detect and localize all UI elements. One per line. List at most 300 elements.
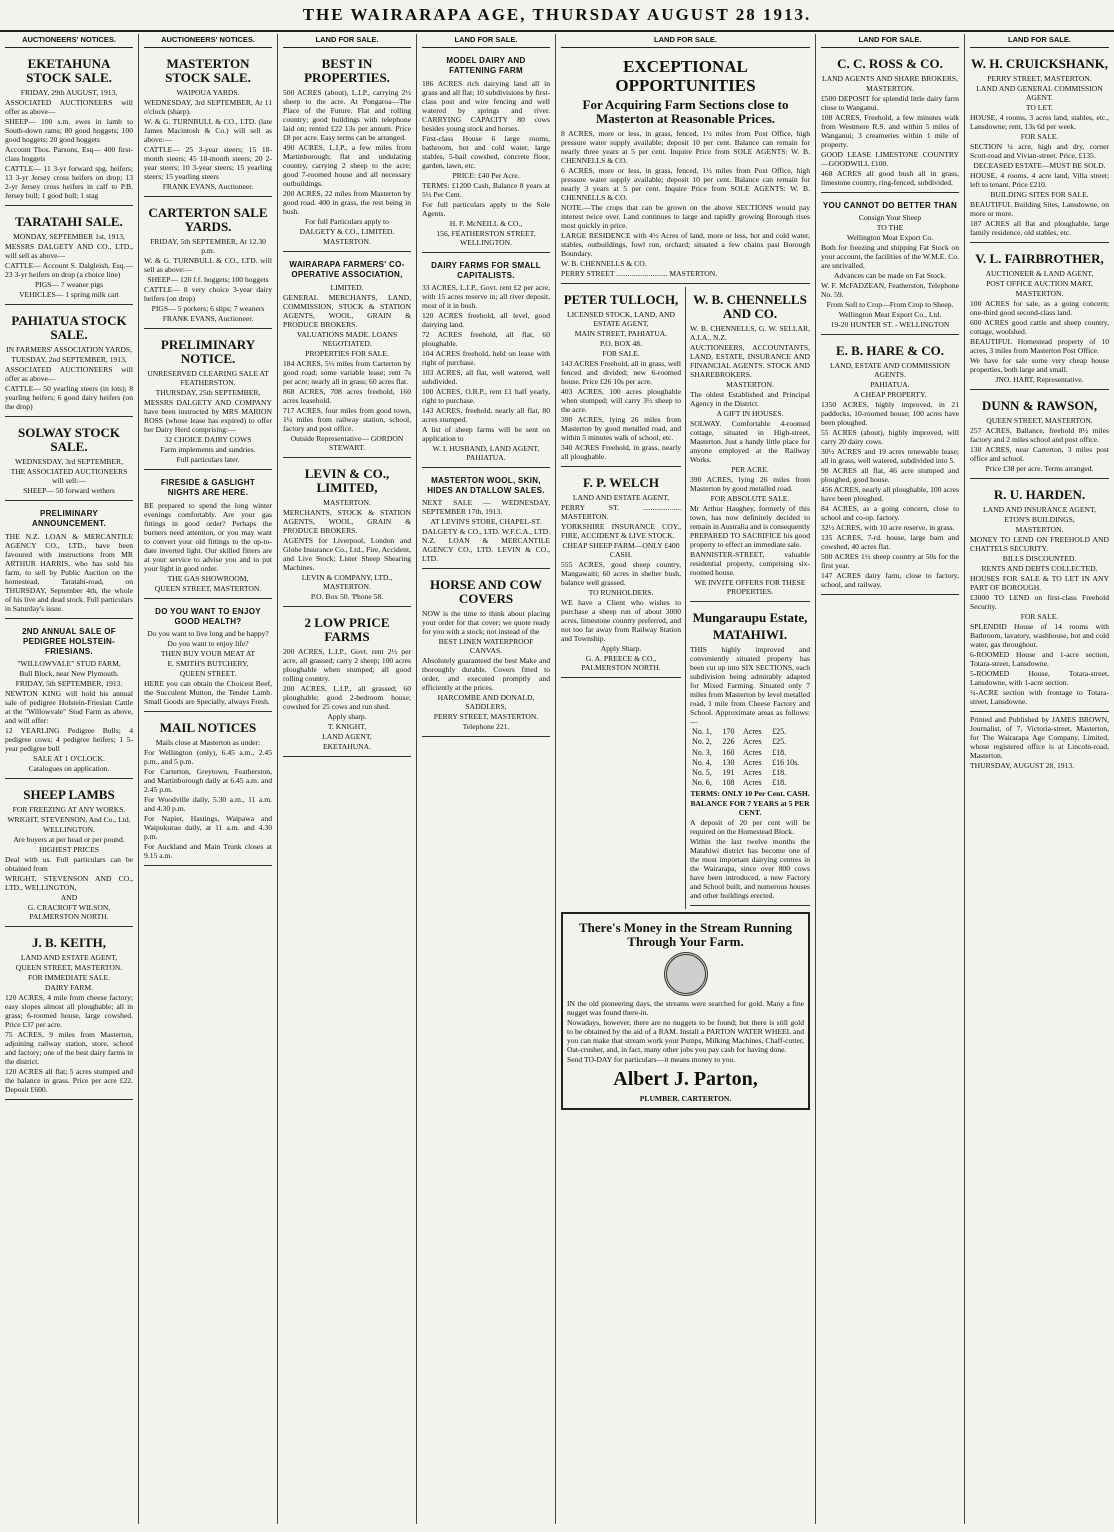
ad-line: WRIGHT, STEVENSON AND CO., LTD., WELLINGTON,: [5, 874, 133, 893]
advertisement: [970, 51, 1109, 243]
estate-terms-line: BALANCE FOR 7 YEARS at 5 PER CENT.: [690, 799, 810, 818]
ad-line: Farm implements and sundries.: [160, 445, 256, 455]
ad-title: TARATAHI SALE.: [15, 214, 123, 230]
ad-line: 147 ACRES dairy farm, close to factory, school, and railway.: [821, 571, 959, 590]
advertisement: [5, 209, 133, 305]
ad-line: For Napier, Hastings, Waipawa and Waipukurau daily, at 11 a.m. and 4.30 p.m.: [144, 814, 272, 842]
ad-title: MASTERTON STOCK SALE.: [165, 56, 251, 86]
ad-line: FRIDAY, 5th SEPTEMBER, 1913.: [15, 679, 123, 689]
lots-cell: No. 5,: [692, 768, 712, 778]
parton-ad: [561, 912, 810, 1110]
advertisement: [144, 332, 272, 470]
ad-line: CATTLE— 50 yearling steers (in lots); 8 yearling heifers; 6 good dairy heifers (on the drop): [5, 384, 133, 412]
ad-line: HIGHEST PRICES: [39, 845, 99, 855]
ad-line: T. KNIGHT,: [327, 721, 367, 731]
advertisement: [5, 420, 133, 501]
ad-line: WE have a Client who wishes to purchase a sheep run of about 3000 acres, limestone country preferred, and not too far away from Railway Station and Township.: [561, 598, 681, 644]
ad-line: PROPERTIES FOR SALE.: [305, 348, 389, 358]
lots-cell: £18.: [772, 747, 787, 757]
exceptional-opportunities-ad: [561, 51, 810, 284]
banner-title: EXCEPTIONAL OPPORTUNITIES: [615, 57, 756, 96]
ad-line: VALUATIONS MADE. LOANS NEGOTIATED.: [296, 329, 398, 348]
advertisement: [561, 470, 681, 678]
lots-row: [690, 748, 810, 758]
ad-line: Mails close at Masterton as under:: [155, 738, 261, 748]
ad-line: First-class House 6 large rooms, bathroom, hot and cold water, large stables, 5-bail cowshed, concrete floor, garden, lawn, etc.: [422, 133, 550, 170]
ad-line: QUEEN STREET, MASTERTON.: [986, 416, 1093, 426]
ad-line: WELLINGTON.: [43, 825, 95, 835]
advertisement: [283, 255, 411, 457]
ad-title: FIRESIDE & GASLIGHT NIGHTS ARE HERE.: [160, 478, 256, 498]
ad-line: WE INVITE OFFERS FOR THESE PROPERTIES.: [694, 578, 806, 597]
ad-line: For Carterton, Greytown, Featherston, and Martinborough daily at 6.45 a.m. and 2.45 p.m.: [144, 767, 272, 795]
column-7: [816, 34, 965, 1524]
ad-title: V. L. FAIRBROTHER,: [975, 251, 1104, 267]
column-header: AUCTIONEERS' NOTICES.: [5, 34, 133, 48]
column-2: [139, 34, 278, 1524]
ad-line: AUCTIONEER & LAND AGENT,: [985, 269, 1094, 279]
lots-cell: 170: [722, 727, 735, 737]
ad-line: 84 ACRES, as a going concern, close to school and co-op. factory.: [821, 504, 959, 523]
ad-title: PRELIMINARY ANNOUNCEMENT.: [31, 509, 107, 529]
ad-line: 490 ACRES, L.I.P., a few miles from Martinborough; flat and undulating country, carrying 2 sheep to the acre; good 7-roomed house and all necessary outbuildings.: [283, 143, 411, 189]
lots-cell: Acres: [743, 737, 762, 747]
lots-cell: £18.: [772, 778, 787, 788]
ad-line: A list of sheep farms will be sent on application to: [422, 425, 550, 444]
ad-line: 500 ACRES 1½ sheep country at 50s for the first year.: [821, 552, 959, 571]
ad-line: HERE you can obtain the Choicest Beef, the Succulent Mutton, the Tender Lamb. Small Goods are Specially, always Fresh.: [144, 679, 272, 707]
ad-title: MAIL NOTICES: [159, 720, 257, 736]
ad-line: 717 ACRES, four miles from good town, 1¼ miles from railway station, school, factory and post office.: [283, 405, 411, 433]
ad-title: W. B. CHENNELLS AND CO.: [693, 292, 807, 322]
ad-title: YOU CANNOT DO BETTER THAN: [822, 201, 958, 211]
ad-line: 120 ACRES, 4 mile from cheese factory; easy slopes almost all ploughable; all in grass; 6-roomed house, large cowshed. Price £37 per acre.: [5, 993, 133, 1030]
ad-line: AGENTS for Liverpool, London and Globe Insurance Co., Ltd., Fire, Accident, and Live Stock; Lister Sheep Shearing Machines.: [283, 535, 411, 572]
ad-line: FOR IMMEDIATE SALE.: [27, 973, 111, 983]
column-header: LAND FOR SALE.: [422, 34, 550, 48]
ad-line: PER ACRE.: [731, 465, 769, 475]
column-header: LAND FOR SALE.: [283, 34, 411, 48]
advertisement: [5, 504, 133, 618]
ad-line: FOR SALE.: [602, 349, 640, 359]
lots-cell: No. 3,: [692, 747, 712, 757]
lots-cell: Acres: [743, 727, 762, 737]
ad-line: THE GAS SHOWROOM,: [167, 573, 249, 583]
ad-line: For full particulars apply to the Sole Agents.: [422, 199, 550, 218]
ad-line: Are buyers at per head or per pound.: [13, 835, 125, 845]
ad-line: W. & G. TURNBULL & CO., LTD. will sell as above:—: [144, 256, 272, 275]
ad-line: Bull Block, near New Plymouth.: [19, 669, 119, 679]
lots-cell: £25.: [772, 737, 787, 747]
ad-line: Do you want to enjoy life?: [167, 639, 249, 649]
ad-line: 32½ ACRES, with 10 acre reserve, in grass.: [821, 523, 955, 533]
ad-line: NEXT SALE — WEDNESDAY, SEPTEMBER 17th, 1913.: [422, 498, 550, 517]
ad-line: SOLWAY. Comfortable 4-roomed cottage, situated in High-street, Masterton. Just a handy little place for anyone employed at the Railway Works.: [690, 419, 810, 465]
lots-row: [690, 758, 810, 768]
estate-subtitle: MATAHIWI.: [712, 627, 788, 643]
ad-line: 5-ROOMED House, Totara-street, Lansdowne, with 1-acre section.: [970, 669, 1109, 688]
ad-line: QUEEN STREET.: [179, 669, 237, 679]
ad-line: 33 ACRES, L.I.P., Govt. rent £2 per acre, with 15 acres reserve in; all river deposit, most of it in bush.: [422, 283, 550, 311]
ad-line: PERRY STREET, MASTERTON.: [987, 74, 1092, 84]
ad-line: Do you want to live long and be happy?: [147, 629, 269, 639]
masthead: THE WAIRARAPA AGE, THURSDAY AUGUST 28 1913.: [0, 0, 1114, 32]
ad-line: 143 ACRES, freehold, nearly all flat, 80 acres stumped.: [422, 406, 550, 425]
ad-line: PIGS— 5 porkers; 6 slips; 7 weaners: [151, 304, 265, 314]
ad-line: RENTS AND DEBTS COLLECTED.: [981, 564, 1098, 574]
estate-ad: [690, 605, 810, 906]
ad-line: For Auckland and Main Trunk closes at 9.15 a.m.: [144, 842, 272, 861]
advertisement: [422, 256, 550, 468]
ad-line: 100 ACRES, O.R.P., rent £1 half yearly, right to purchase.: [422, 387, 550, 406]
ad-line: G. CRACROFT WILSON, PALMERSTON NORTH.: [27, 903, 111, 922]
parton-ad-title: There's Money in the Stream Running Through Your Farm.: [579, 920, 792, 950]
lots-cell: £25.: [772, 727, 787, 737]
ad-title: MODEL DAIRY AND FATTENING FARM: [446, 56, 526, 76]
ad-line: PERRY STREET, MASTERTON.: [433, 712, 539, 722]
ad-line: 19-20 HUNTER ST. - WELLINGTON: [830, 320, 950, 330]
advertisement: [5, 782, 133, 927]
advertisement: [5, 622, 133, 780]
parton-ad-line: IN the old pioneering days, the streams were searched for gold. Many a fine nugget was found there-in.: [567, 999, 804, 1018]
ad-title: 2 LOW PRICE FARMS: [304, 614, 390, 644]
ad-line: E. SMITH'S BUTCHERY,: [167, 659, 249, 669]
banner-line: W. B. CHENNELLS & CO.: [561, 259, 647, 269]
ad-line: 500 ACRES (about), L.I.P., carrying 2½ sheep to the acre. At Pongaroa—The Place of the Future. Flat and rolling country; good buildings with telephone laid on; rented £22 13s per annum. Price £8 per acre. Easy terms can be arranged.: [283, 88, 411, 143]
ad-title: C. C. ROSS & CO.: [837, 56, 943, 72]
ad-line: JNO. HART, Representative.: [995, 375, 1084, 385]
banner-line: 8 ACRES, more or less, in grass, fenced, 1½ miles from Post Office, high pressure water supply available; deposit 10 per cent. Balance can remain for nearly three years at 5 per cent. Inquire Price from SOLE AGENTS: W. B. CHENNELLS & CO.: [561, 129, 810, 166]
advertisement: [144, 715, 272, 866]
advertisement: [144, 473, 272, 598]
ad-line: NOW is the time to think about placing your order for that cover; we quote ready for you with a stock; not instead of the: [422, 609, 550, 637]
ad-line: CATTLE— 8 very choice 3-year dairy heifers (on drop): [144, 285, 272, 304]
ad-title: WAIRARAPA FARMERS' CO-OPERATIVE ASSOCIATION,: [289, 260, 405, 280]
ad-title: PETER TULLOCH,: [563, 292, 679, 308]
ad-line: THE ASSOCIATED AUCTIONEERS will sell:—: [10, 467, 128, 486]
ad-line: 468 ACRES all good bush all in grass, limestone country, ring-fenced, subdivided.: [821, 169, 959, 188]
lots-cell: £18.: [772, 768, 787, 778]
ad-line: PERRY ST. .................... MASTERTON.: [561, 503, 681, 522]
lots-cell: Acres: [743, 757, 762, 767]
estate-title: Mungaraupu Estate,: [692, 610, 808, 626]
lots-cell: 160: [722, 747, 735, 757]
subcolumn-left: [561, 287, 686, 909]
ad-line: ASSOCIATED AUCTIONEERS will offer as above—: [5, 365, 133, 384]
ad-line: MONDAY, SEPTEMBER 1st, 1913,: [13, 232, 125, 242]
advertisement: [422, 51, 550, 252]
advertisement: [821, 338, 959, 595]
ad-line: WAIPOUA YARDS.: [176, 88, 240, 98]
ad-line: Mr Arthur Haughey, formerly of this town, has now definitely decided to remain in Australia and is consequently PREPARED TO SACRIFICE his good property to effect an immediate sale.: [690, 504, 810, 550]
advertisement: [422, 471, 550, 569]
ad-line: SHEEP— 50 forward wethers: [23, 486, 115, 496]
advertisement: [5, 308, 133, 417]
ad-line: W. F. McFADZEAN, Featherston, Telephone No. 59.: [821, 281, 959, 300]
ad-line: TO LET.: [1025, 103, 1054, 113]
ad-line: 340 ACRES Freehold, in grass, nearly all ploughable.: [561, 443, 681, 462]
advertisement: [5, 51, 133, 206]
ad-line: QUEEN STREET, MASTERTON.: [154, 583, 262, 593]
ad-line: BE prepared to spend the long winter evenings comfortably. Are your gas fittings in good order? Perhaps the burners need attention, or you may want to convert your old fittings to the up-to-date inverted light. Our skilled fitters are at your service to advise you and to put your light in good order.: [144, 500, 272, 573]
ad-line: MASTERTON.: [1015, 525, 1064, 535]
ad-line: FOR SALE.: [1020, 612, 1059, 622]
ad-line: THEN BUY YOUR MEAT AT: [160, 649, 256, 659]
ad-title: E. B. HARE & CO.: [836, 343, 944, 359]
ad-line: MONEY TO LEND ON FREEHOLD AND CHATTELS SECURITY.: [970, 535, 1109, 554]
ad-line: TO THE: [876, 223, 904, 233]
ad-line: Account Thos. Parsons, Esq— 400 first-class hoggets: [5, 145, 133, 164]
ad-line: POST OFFICE AUCTION MART,: [986, 279, 1093, 289]
ad-line: MAIN STREET, PAHIATUA.: [574, 329, 668, 339]
column-header: LAND FOR SALE.: [821, 34, 959, 48]
ad-line: 135 ACRES, 7-rd. house, large barn and cowshed, 40 acres flat.: [821, 533, 959, 552]
column-3: [278, 34, 417, 1524]
ad-line: GENERAL MERCHANTS, LAND, COMMISSION, STOCK & STATION AGENTS, WOOL, GRAIN & PRODUCE BROKERS.: [283, 292, 411, 329]
ad-line: MASTERTON.: [866, 84, 914, 94]
ad-line: 30½ ACRES and 19 acres renewable lease; all in grass, well watered, subdivided into 5.: [821, 447, 959, 466]
ad-line: £3000 TO LEND on first-class Freehold Security.: [970, 593, 1109, 612]
ad-line: P.O. Box 50. 'Phone 58.: [310, 591, 384, 601]
estate-terms-line: TERMS: ONLY 10 Per Cent. CASH.: [690, 789, 810, 799]
ad-line: NEWTON KING will hold his annual sale of pedigree Holstein-Friesian Cattle at the "Willowvale" Stud Farm as above, and will offer:: [5, 689, 133, 726]
column-1: [0, 34, 139, 1524]
advertisement: [422, 572, 550, 737]
lots-table: [690, 727, 810, 788]
advertisement: [690, 287, 810, 602]
ad-line: HOUSE, 4 rooms, 3 acres land, stables, etc., Lansdowne; rent, 13s 6d per week.: [970, 113, 1109, 132]
ad-line: LEVIN & COMPANY, LTD., MASTERTON.: [301, 572, 393, 591]
ad-line: Consign Your Sheep: [858, 213, 922, 223]
ad-line: THE N.Z. LOAN & MERCANTILE AGENCY CO., LTD., have been favoured with instructions from MR ARTHUR HARRIS, who has sold his farm, to sell by Public Auction on the homestead, Taratahi-road, on THURSDAY, September 4th, the whole of his live and dead stock. Full particulars in Saturday's issue.: [5, 531, 133, 613]
ad-line: 104 ACRES freehold, held on lease with right of purchase.: [422, 349, 550, 368]
banner-line: NOTE.—The crops that can be grown on the above SECTIONS would pay interest twice over. Land continues to large and rapidly growing Borough rises most quickly in price.: [561, 203, 810, 231]
ad-line: ASSOCIATED AUCTIONEERS will offer as above—: [5, 98, 133, 117]
banner-line: PERRY STREET ........................... MASTERTON.: [561, 269, 718, 279]
ad-line: YORKSHIRE INSURANCE COY., FIRE, ACCIDENT & LIVE STOCK.: [561, 522, 681, 541]
ad-line: 120 ACRES all flat; 5 acres stumped and the balance in grass. Price per acre £22. Deposit £600.: [5, 1067, 133, 1095]
ad-line: 6-ROOMED House and 1-acre section, Totara-street, Lansdowne.: [970, 650, 1109, 669]
advertisement: [561, 287, 681, 467]
lots-cell: No. 2,: [692, 737, 712, 747]
ad-line: 600 ACRES good cattle and sheep country, cottage, woolshed.: [970, 318, 1109, 337]
ad-line: FRIDAY, 29th AUGUST, 1913,: [20, 88, 118, 98]
ad-line: 32 CHOICE DAIRY COWS: [164, 435, 252, 445]
ad-line: IN FARMERS' ASSOCIATION YARDS,: [6, 345, 132, 355]
ad-line: 403 ACRES, 100 acres ploughable when stumped; will carry 3½ sheep to the acre.: [561, 387, 681, 415]
ad-line: 12 YEARLING Pedigree Bulls; 4 pedigree cows; 4 pedigree heifers; 1 5-year pedigree bull: [5, 726, 133, 754]
ad-line: SHEEP— 100 s.m. ewes in lamb to South-down rams; 80 good hoggets; 100 good hoggets; 20 good hoggets: [5, 117, 133, 145]
ad-line: DECEASED ESTATE—MUST BE SOLD.: [973, 161, 1106, 171]
ad-line: LAND AND INSURANCE AGENT,: [983, 505, 1096, 515]
ad-title: LEVIN & CO., LIMITED,: [304, 465, 390, 495]
column-4: [417, 34, 556, 1524]
lots-cell: £16 10s.: [772, 757, 800, 767]
ad-line: FRANK EVANS, Auctioneer.: [162, 182, 254, 192]
ad-line: BEAUTIFUL Building Sites, Lansdowne, on more or more.: [970, 200, 1109, 219]
ad-line: BEST LINEN WATERPROOF CANVAS.: [438, 637, 534, 656]
ad-line: Telephone 221.: [462, 722, 510, 732]
ad-line: G. A. PREECE & CO., PALMERSTON NORTH.: [581, 654, 661, 673]
ad-line: WEDNESDAY, 3rd SEPTEMBER, At 11 o'clock (sharp).: [144, 98, 272, 117]
ad-line: TUESDAY, 2nd SEPTEMBER, 1913,: [11, 355, 127, 365]
ad-line: QUEEN STREET, MASTERTON.: [15, 963, 123, 973]
ad-line: LAND AND GENERAL COMMISSION AGENT.: [976, 84, 1103, 103]
ad-line: 200 ACRES, L.I.P., all grassed; 60 ploughable; good 2-bedroom house; cowshed for 25 cows and run shed.: [283, 683, 411, 711]
ad-title: W. H. CRUICKSHANK,: [970, 56, 1109, 72]
advertisement: [970, 393, 1109, 479]
estate-terms-line: A deposit of 20 per cent will be required on the Homestead Block.: [690, 818, 810, 837]
advertisement: [283, 610, 411, 757]
banner-line: 6 ACRES, more or less, in grass, fenced, 1½ miles from Post Office, high pressure water supply available; deposit 10 per cent. Balance can remain for nearly 3 years at 5 per cent. Inquire Price from SOLE AGENTS: W. B. CHENNELLS & CO.: [561, 166, 810, 203]
ad-line: TO RUNHOLDERS.: [588, 588, 654, 598]
estate-terms-line: Within the last twelve months the Matahiwi district has become one of the most important dairying centres in the Wairarapa, since over 800 cows have been introduced, a new Factory and School built, and numerous houses and other buildings erected.: [690, 837, 810, 901]
ad-title: J. B. KEITH,: [31, 935, 107, 951]
ad-line: £500 DEPOSIT for splendid little dairy farm close to Wanganui.: [821, 94, 959, 113]
ad-line: 184 ACRES, 5½ miles from Carterton by good road; some variable lease; rent 7s per acre; nearly all in grass; 60 acres flat.: [283, 358, 411, 386]
ad-line: The oldest Established and Principal Agency in the District.: [690, 390, 810, 409]
advertisement: [970, 482, 1109, 712]
lots-cell: 108: [722, 778, 735, 788]
ad-title: SOLWAY STOCK SALE.: [17, 425, 120, 455]
ad-line: SECTION ¼ acre, high and dry, corner Scott-road and Vivian-street. Price, £135.: [970, 142, 1109, 161]
ad-title: DO YOU WANT TO ENJOY GOOD HEALTH?: [155, 606, 261, 626]
ad-line: 186 ACRES rich dairying land all in grass and all flat; 10 subdivisions by first-class post and wire fencing and well watered by springs and river. CARRYING CAPACITY 80 cows besides young stock and horses.: [422, 78, 550, 133]
ad-line: FRIDAY, 5th SEPTEMBER, At 12.30 p.m.: [150, 237, 266, 256]
ad-line: LAND AGENTS AND SHARE BROKERS,: [821, 74, 959, 84]
ad-line: 143 ACRES Freehold, all in grass, well fenced and divided; new 6-roomed house. Price £26 10s per acre.: [561, 359, 681, 387]
ad-line: 1350 ACRES, highly improved, in 21 paddocks, 10-roomed house; 100 acres have been ploughed.: [821, 400, 959, 428]
advertisement: [283, 461, 411, 607]
ad-line: Full particulars later.: [176, 455, 240, 465]
ad-line: FOR FREEZING AT ANY WORKS.: [12, 805, 126, 815]
ad-line: MESSRS DALGETY AND CO., LTD., will sell as above—: [5, 242, 133, 261]
ad-line: 390 ACRES, lying 26 miles from Masterton by good metalled road, and within 5 minutes walk of school, etc.: [561, 415, 681, 443]
ad-line: SALE AT 1 O'CLOCK.: [33, 754, 105, 764]
advertisement: [144, 51, 272, 197]
ad-line: A CHEAP PROPERTY.: [853, 390, 927, 400]
ad-line: Price £38 per acre. Terms arranged.: [985, 464, 1094, 474]
ad-line: PRICE: £40 Per Acre.: [452, 170, 520, 180]
lots-cell: Acres: [743, 778, 762, 788]
ad-line: From Soll to Crop—From Crop to Sheep.: [826, 300, 954, 310]
ad-title: SHEEP LAMBS: [23, 787, 115, 803]
ad-line: HOUSES FOR SALE & TO LET IN ANY PART OF BOROUGH.: [970, 574, 1109, 593]
ad-line: 187 ACRES all flat and ploughable, large family residence, old stables, etc.: [970, 219, 1109, 238]
ad-line: For Woodville daily, 5.30 a.m., 11 a.m. and 4.30 p.m.: [144, 795, 272, 814]
ad-line: For Wellington (only), 6.45 a.m., 2.45 p.m., and 5 p.m.: [144, 748, 272, 767]
lots-cell: Acres: [743, 747, 762, 757]
ad-title: 2ND ANNUAL SALE OF PEDIGREE HOLSTEIN-FRIESIANS.: [22, 626, 116, 657]
ad-line: 868 ACRES, 708 acres freehold, 160 acres leasehold.: [283, 386, 411, 405]
ad-title: EKETAHUNA STOCK SALE.: [26, 56, 112, 86]
ad-title: PRELIMINARY NOTICE.: [160, 337, 256, 367]
ad-line: 103 ACRES, all flat, well watered, well subdivided.: [422, 368, 550, 387]
lots-cell: Acres: [743, 768, 762, 778]
lots-cell: No. 6,: [692, 778, 712, 788]
ad-title: BEST IN PROPERTIES.: [304, 56, 390, 86]
ad-line: Outside Representative— GORDON STEWART.: [290, 433, 404, 452]
column-5: [556, 34, 816, 1524]
ad-line: Deal with us. Full particulars can be obtained from: [5, 855, 133, 874]
ad-line: SPLENDID House of 14 rooms with Bathroom, lavatory, washhouse, hot and cold water, gas throughout.: [970, 622, 1109, 650]
ad-line: LICENSED STOCK, LAND, AND ESTATE AGENT,: [566, 310, 676, 329]
ad-line: AT LEVIN'S STORE, CHAPEL-ST.: [430, 517, 542, 527]
ad-line: DALGETY & CO., LIMITED.: [299, 227, 395, 237]
ad-line: BUILDING SITES FOR SALE.: [990, 190, 1089, 200]
ad-title: R. U. HARDEN.: [993, 487, 1086, 503]
lots-row: [690, 727, 810, 737]
water-wheel-icon: [664, 952, 708, 996]
advertisement: [283, 51, 411, 252]
ad-line: MASTERTON.: [726, 380, 774, 390]
ad-title: PAHIATUA STOCK SALE.: [11, 313, 127, 343]
ad-line: For full Particulars apply to: [305, 217, 389, 227]
ad-line: WEDNESDAY, 3rd SEPTEMBER,: [14, 457, 123, 467]
lots-row: [690, 737, 810, 747]
ad-line: VEHICLES— 1 spring milk cart: [19, 290, 119, 300]
ad-line: LAND, ESTATE AND COMMISSION AGENTS.: [829, 361, 951, 380]
lots-cell: No. 4,: [692, 757, 712, 767]
advertisement: [144, 602, 272, 712]
ad-line: FOR SALE.: [1020, 132, 1059, 142]
advertisement: [970, 246, 1109, 390]
column-8: [965, 34, 1114, 1524]
ad-line: BANNISTER-STREET, valuable residential property, comprising six-roomed house.: [690, 550, 810, 578]
advertisement: [821, 51, 959, 193]
ad-line: 72 ACRES freehold, all flat, 60 ploughable.: [422, 330, 550, 349]
ad-line: 120 ACRES freehold, all level, good dairying land.: [422, 311, 550, 330]
ad-line: 98 ACRES all flat, 46 acre stumped and ploughed, good house.: [821, 466, 959, 485]
ad-title: F. P. WELCH: [582, 475, 660, 491]
ad-line: LAND AND ESTATE AGENT,: [20, 953, 118, 963]
ad-line: 555 ACRES, good sheep country, Mangawaiti; 60 acres in shelter bush, balance well grassed.: [561, 560, 681, 588]
column-header: AUCTIONEERS' NOTICES.: [144, 34, 272, 48]
advertisement: [5, 930, 133, 1100]
ad-title: CARTERTON SALE YARDS.: [148, 205, 268, 235]
ad-line: "WILLOWVALE" STUD FARM,: [17, 659, 121, 669]
ad-line: 55 ACRES (about), highly improved, will carry 20 dairy cows.: [821, 428, 959, 447]
ad-line: EKETAHUNA.: [322, 741, 372, 751]
ad-line: MESSRS DALGETY AND COMPANY have been instructed by MRS MARION ROSS (whose lease has expired) to offer her Dairy Herd comprising:—: [144, 398, 272, 435]
column-header: LAND FOR SALE.: [970, 34, 1109, 48]
ad-line: 257 ACRES, Ballance, freehold 8½ miles factory and 2 miles school and post office.: [970, 426, 1109, 445]
ad-line: 456 ACRES, nearly all ploughable, 100 acres have been ploughed.: [821, 485, 959, 504]
advertisement: [144, 200, 272, 329]
ad-line: AUCTIONEERS, ACCOUNTANTS, LAND, ESTATE, INSURANCE AND FINANCIAL AGENTS. STOCK AND SHAREBROKERS.: [690, 343, 810, 380]
ad-line: UNRESERVED CLEARING SALE AT FEATHERSTON.: [147, 369, 269, 388]
advertisement: [821, 196, 959, 335]
ad-title: DAIRY FARMS FOR SMALL CAPITALISTS.: [431, 260, 541, 280]
imprint-line: THURSDAY, AUGUST 28, 1913.: [970, 761, 1075, 771]
ad-line: CATTLE— 11 3-yr forward spg. heifers; 13 3-yr Jersey cross heifers on drop; 13 2-yr Jersey cross heifers in calf to P.B. Jersey bull; 1 good bull; 1 stag: [5, 164, 133, 201]
ad-line: 200 ACRES, 22 miles from Masterton by good road. 400 in grass, the rest being in bush.: [283, 189, 411, 217]
ad-line: HARCOMBE AND DONALD, SADDLERS,: [437, 693, 535, 712]
ad-line: MASTERTON.: [1015, 289, 1064, 299]
parton-ad-line: Send TO-DAY for particulars—it means money to you.: [567, 1055, 736, 1065]
ad-line: Absolutely guaranteed the best Make and thoroughly durable. Covers fitted to order, and executed promptly and efficiently at the prices.: [422, 656, 550, 693]
ad-line: Advances can be made on Fat Stock.: [834, 271, 946, 281]
ad-line: Both for freezing and shipping Fat Stock on your account, the facilities of the W.M.E. Co. are unrivalled.: [821, 243, 959, 271]
ad-line: TERMS: £1200 Cash, Balance 8 years at 5½ Per Cent.: [422, 180, 550, 199]
lots-row: [690, 778, 810, 788]
ad-line: PAHIATUA.: [870, 380, 910, 390]
ad-title: HORSE AND COW COVERS: [430, 577, 542, 607]
ad-line: 75 ACRES, 9 miles from Masterton, adjoining railway station, store, school and factory; one of the best dairy farms in the district.: [5, 1030, 133, 1067]
ad-line: A GIFT IN HOUSES.: [716, 409, 784, 419]
ad-line: P.O. BOX 48.: [600, 339, 642, 349]
ad-line: GOOD LEASE LIMESTONE COUNTRY—GOODWILL £100.: [821, 150, 959, 169]
